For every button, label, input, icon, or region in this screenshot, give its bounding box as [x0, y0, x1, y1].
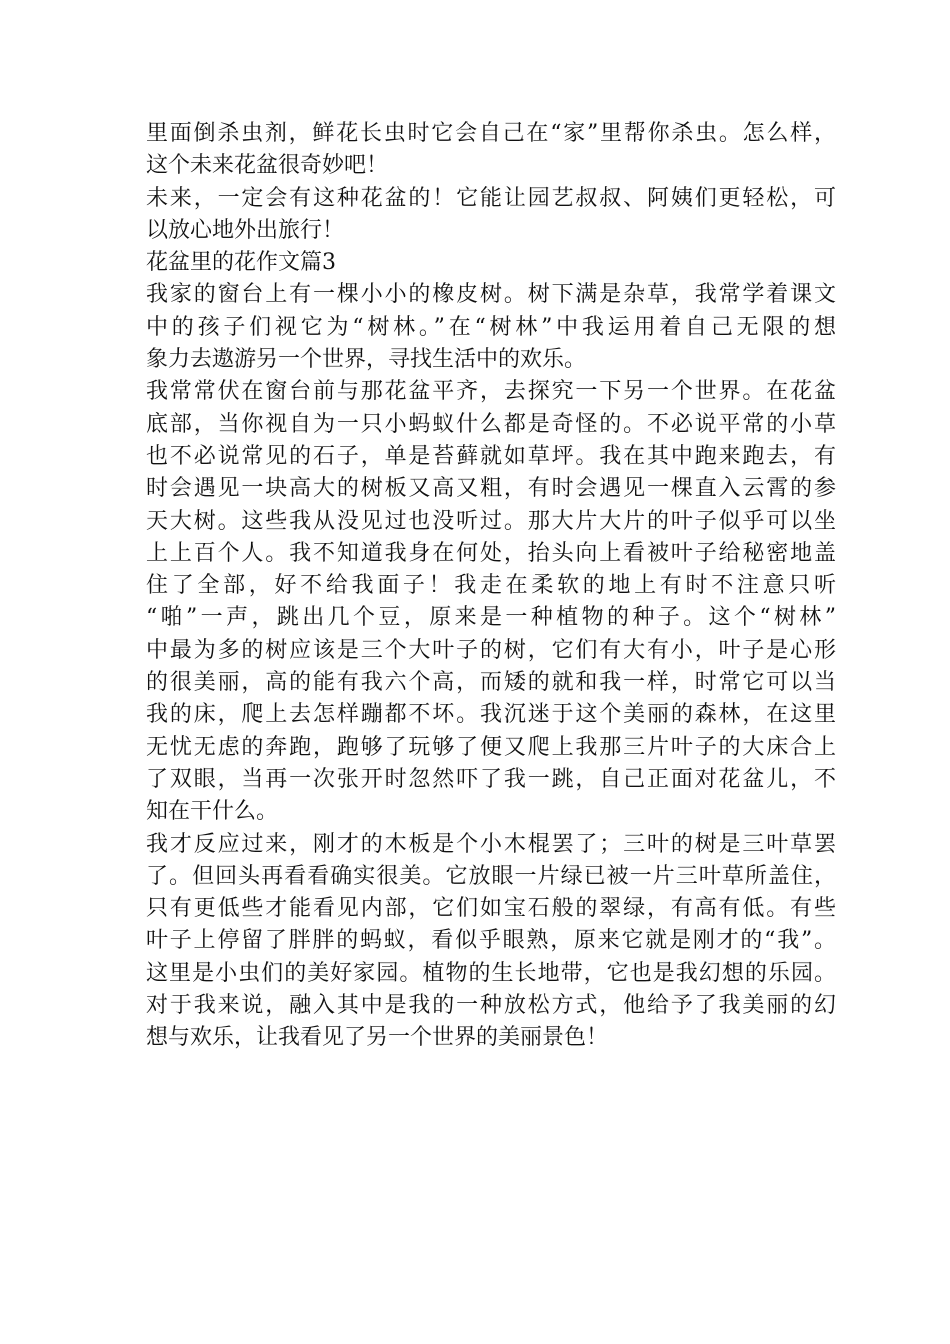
text-line: 的很美丽，高的能有我六个高，而矮的就和我一样，时常它可以当 — [146, 670, 836, 696]
text-line: 中最为多的树应该是三个大叶子的树，它们有大有小，叶子是心形 — [146, 637, 836, 663]
text-line: 对于我来说，融入其中是我的一种放松方式，他给予了我美丽的幻 — [146, 993, 836, 1019]
text-line: 中的孩子们视它为“树林。”在“树林”中我运用着自己无限的想 — [146, 314, 836, 340]
text-line: 我的床，爬上去怎样蹦都不坏。我沉迷于这个美丽的森林，在这里 — [146, 702, 836, 728]
text-line: 了。但回头再看看确实很美。它放眼一片绿已被一片三叶草所盖住， — [146, 863, 836, 889]
text-line: 我才反应过来，刚才的木板是个小木棍罢了；三叶的树是三叶草罢 — [146, 831, 836, 857]
text-line: 我常常伏在窗台前与那花盆平齐，去探究一下另一个世界。在花盆 — [146, 379, 836, 405]
text-line: 只有更低些才能看见内部，它们如宝石般的翠绿，有高有低。有些 — [146, 896, 836, 922]
text-line: 天大树。这些我从没见过也没听过。那大片大片的叶子似乎可以坐 — [146, 508, 836, 534]
text-line: 了双眼，当再一次张开时忽然吓了我一跳，自己正面对花盆儿，不 — [146, 766, 836, 792]
text-line: 象力去遨游另一个世界，寻找生活中的欢乐。 — [146, 347, 587, 373]
text-line: 我家的窗台上有一棵小小的橡皮树。树下满是杂草，我常学着课文 — [146, 282, 836, 308]
text-line: 底部，当你视自为一只小蚂蚁什么都是奇怪的。不必说平常的小草 — [146, 411, 836, 437]
text-line: 时会遇见一块高大的树板又高又粗，有时会遇见一棵直入云霄的参 — [146, 476, 836, 502]
essay-body — [146, 118, 836, 1055]
text-line: “啪”一声，跳出几个豆，原来是一种植物的种子。这个“树林” — [146, 605, 836, 631]
text-line: 住了全部，好不给我面子！我走在柔软的地上有时不注意只听 — [146, 573, 836, 599]
text-line: 上上百个人。我不知道我身在何处，抬头向上看被叶子给秘密地盖 — [146, 540, 836, 566]
text-line: 无忧无虑的奔跑，跑够了玩够了便又爬上我那三片叶子的大床合上 — [146, 734, 836, 760]
text-line: 叶子上停留了胖胖的蚂蚁，看似乎眼熟，原来它就是刚才的“我”。 — [146, 928, 836, 954]
text-line: 这里是小虫们的美好家园。植物的生长地带，它也是我幻想的乐园。 — [146, 960, 836, 986]
text-line: 想与欢乐，让我看见了另一个世界的美丽景色！ — [146, 1025, 609, 1051]
text-line: 里面倒杀虫剂，鲜花长虫时它会自己在“家”里帮你杀虫。怎么样， — [146, 121, 836, 146]
section-heading: 花盆里的花作文篇3 — [146, 250, 336, 276]
text-line: 也不必说常见的石子，单是苔藓就如草坪。我在其中跑来跑去，有 — [146, 443, 836, 469]
text-line: 未来，一定会有这种花盆的！它能让园艺叔叔、阿姨们更轻松，可 — [146, 185, 836, 211]
text-line: 这个未来花盆很奇妙吧！ — [146, 153, 389, 179]
text-line: 以放心地外出旅行！ — [146, 217, 345, 243]
text-line: 知在干什么。 — [146, 799, 279, 825]
